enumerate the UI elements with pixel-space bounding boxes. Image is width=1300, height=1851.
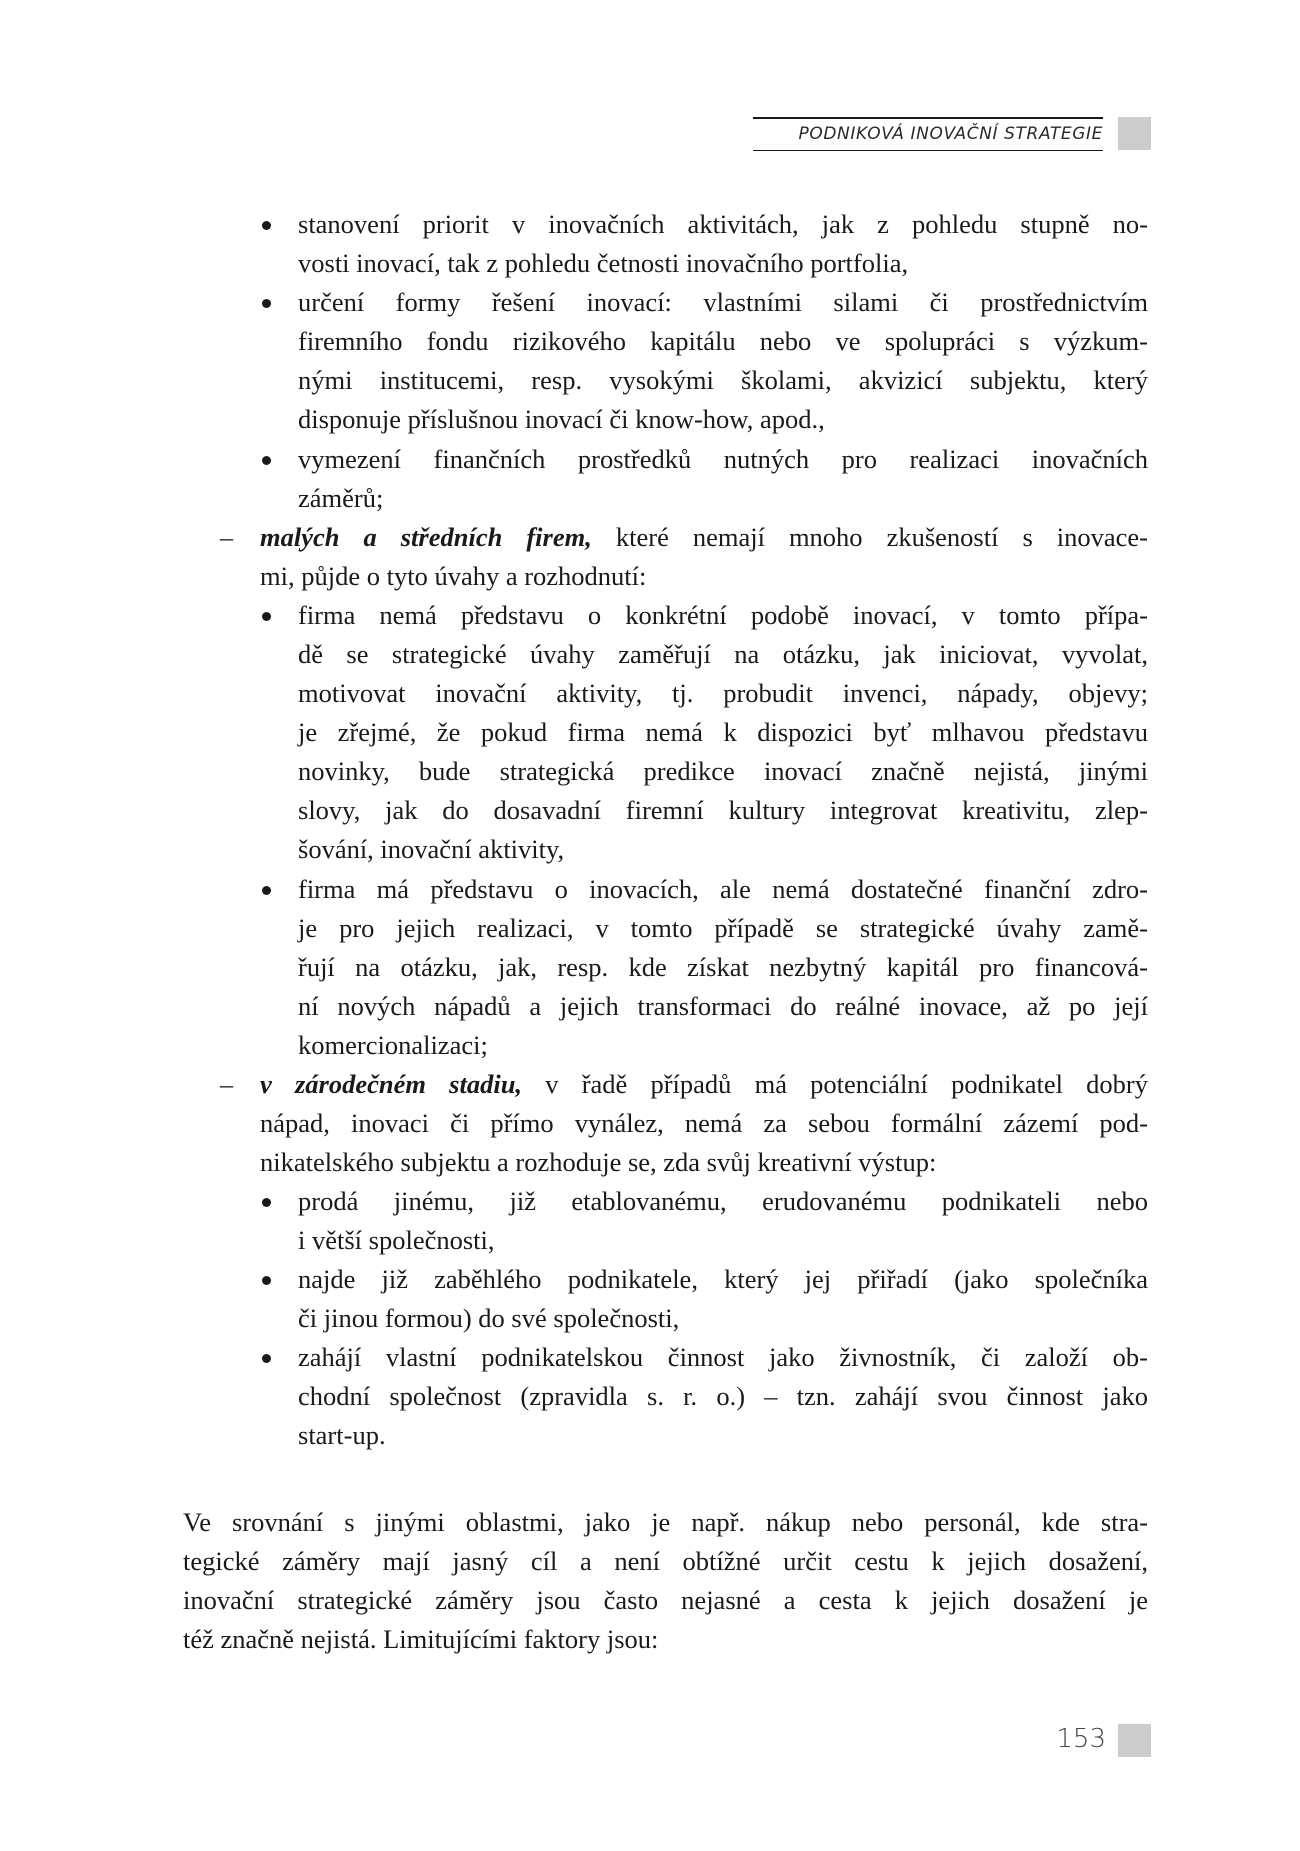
list-item-line: komercionalizaci;: [298, 1030, 488, 1060]
list-item-line: prodá jinému, již etablovanému, erudovanému podnikateli nebo: [298, 1186, 1148, 1216]
dash-item-line: [260, 1065, 1148, 1104]
list-item-line: vosti inovací, tak z pohledu četnosti inovačního portfolia,: [298, 248, 909, 278]
list-item-line: disponuje příslušnou inovací či know-how, apod.,: [298, 404, 825, 434]
dash-item-line: nikatelského subjektu a rozhoduje se, zda svůj kreativní výstup:: [260, 1147, 937, 1177]
list-item-line: start-up.: [298, 1420, 386, 1450]
dash-marker: –: [220, 1070, 233, 1099]
bullet-icon: [262, 299, 271, 308]
list-item-line: dě se strategické úvahy zaměřují na otázku, jak iniciovat, vyvolat,: [298, 639, 1148, 669]
emphasis-term: v zárodečném stadiu,: [260, 1069, 523, 1099]
bullet-icon: [262, 1198, 271, 1207]
page-number: 153: [1056, 1724, 1106, 1754]
list-item-line: novinky, bude strategická predikce inovací značně nejistá, jinými: [298, 756, 1148, 786]
paragraph-line: Ve srovnání s jinými oblastmi, jako je např. nákup nebo personál, kde stra-: [183, 1507, 1148, 1537]
dash-item-line: mi, půjde o tyto úvahy a rozhodnutí:: [260, 561, 647, 591]
bullet-icon: [262, 1354, 271, 1363]
list-item-line: určení formy řešení inovací: vlastními silami či prostřednictvím: [298, 287, 1148, 317]
emphasis-term: malých a středních firem,: [260, 522, 592, 552]
bullet-icon: [262, 221, 271, 230]
dash-item-text: které nemají mnoho zkušeností s inovace-: [591, 522, 1148, 552]
list-item-line: firma má představu o inovacích, ale nemá dostatečné finanční zdro-: [298, 874, 1148, 904]
header-thumb-tab: [1118, 117, 1151, 150]
list-item-line: slovy, jak do dosavadní firemní kultury integrovat kreativitu, zlep-: [298, 795, 1148, 825]
list-item-line: stanovení priorit v inovačních aktivitách, jak z pohledu stupně no-: [298, 209, 1148, 239]
dash-item-text: v řadě případů má potenciální podnikatel dobrý: [522, 1069, 1148, 1099]
list-item-line: ní nových nápadů a jejich transformaci do reálné inovace, až po její: [298, 991, 1148, 1021]
paragraph-line: tegické záměry mají jasný cíl a není obtížné určit cestu k jejich dosažení,: [183, 1546, 1148, 1576]
list-item-line: řují na otázku, jak, resp. kde získat nezbytný kapitál pro financová-: [298, 952, 1148, 982]
list-item-line: je pro jejich realizaci, v tomto případě se strategické úvahy zamě-: [298, 913, 1148, 943]
list-item-line: či jinou formou) do své společnosti,: [298, 1303, 680, 1333]
running-header: PODNIKOVÁ INOVAČNÍ STRATEGIE: [753, 117, 1103, 151]
list-item-line: chodní společnost (zpravidla s. r. o.) – tzn. zahájí svou činnost jako: [298, 1381, 1148, 1411]
list-item-line: šování, inovační aktivity,: [298, 834, 565, 864]
list-item-line: nými institucemi, resp. vysokými školami, akvizicí subjektu, který: [298, 365, 1148, 395]
paragraph-line: inovační strategické záměry jsou často nejasné a cesta k jejich dosažení je: [183, 1585, 1148, 1615]
list-item-line: záměrů;: [298, 483, 384, 513]
bullet-icon: [262, 1276, 271, 1285]
list-item-line: firma nemá představu o konkrétní podobě inovací, v tomto přípa-: [298, 600, 1148, 630]
dash-marker: –: [220, 523, 233, 552]
list-item-line: zahájí vlastní podnikatelskou činnost jako živnostník, či založí ob-: [298, 1342, 1148, 1372]
bullet-icon: [262, 886, 271, 895]
footer-thumb-tab: [1118, 1724, 1151, 1757]
dash-item-line: nápad, inovaci či přímo vynález, nemá za sebou formální zázemí pod-: [260, 1108, 1148, 1138]
bullet-icon: [262, 612, 271, 621]
list-item-line: je zřejmé, že pokud firma nemá k dispozici byť mlhavou představu: [298, 717, 1148, 747]
paragraph-line: též značně nejistá. Limitujícími faktory jsou:: [183, 1624, 659, 1654]
list-item-line: vymezení finančních prostředků nutných pro realizaci inovačních: [298, 444, 1148, 474]
dash-item-line: [260, 518, 1148, 557]
list-item-line: motivovat inovační aktivity, tj. probudit invenci, nápady, objevy;: [298, 678, 1148, 708]
list-item-line: i větší společnosti,: [298, 1225, 495, 1255]
bullet-icon: [262, 456, 271, 465]
list-item-line: firemního fondu rizikového kapitálu nebo ve spolupráci s výzkum-: [298, 326, 1148, 356]
list-item-line: najde již zaběhlého podnikatele, který jej přiřadí (jako společníka: [298, 1264, 1148, 1294]
